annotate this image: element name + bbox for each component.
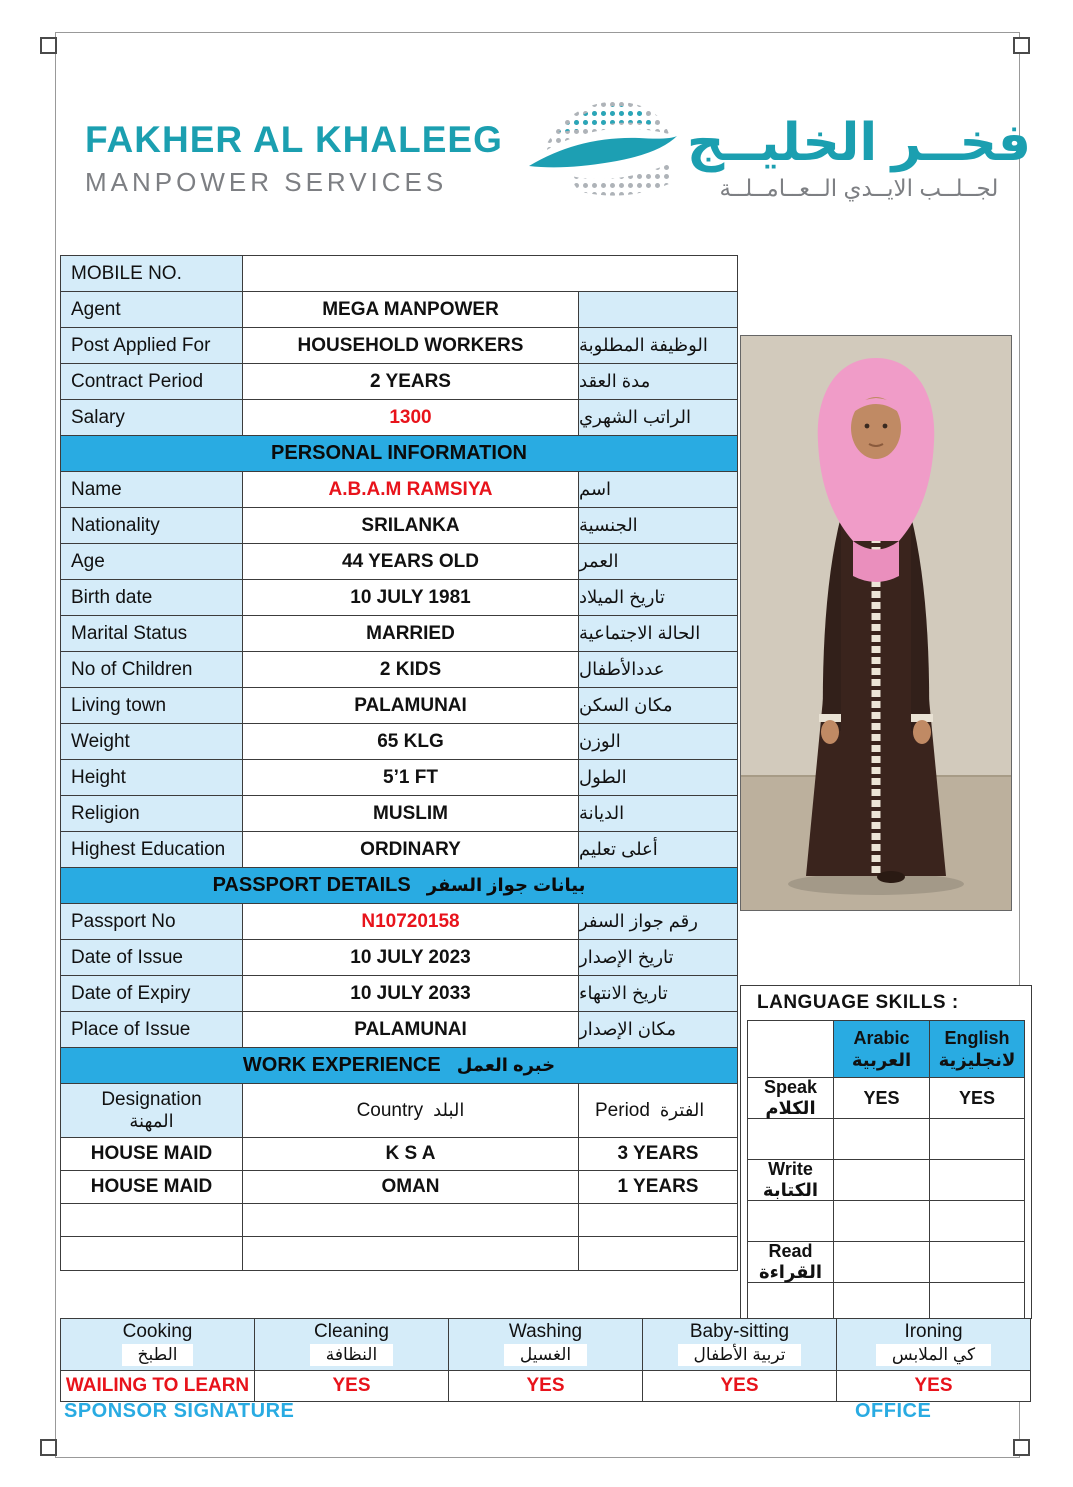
work-designation: HOUSE MAID: [61, 1138, 243, 1170]
skill-label-ar: الغسيل: [504, 1344, 587, 1366]
field-label-ar: مكان الإصدار: [579, 1012, 737, 1047]
candidate-info-table: [60, 255, 738, 1271]
column-header-designation: [61, 1084, 243, 1137]
field-value: MARRIED: [243, 616, 579, 651]
skill-label-en: Baby-sitting: [689, 1321, 790, 1342]
language-skills-panel: [740, 985, 1032, 1319]
row-agent: [61, 292, 737, 328]
field-label-ar: اسم: [579, 472, 737, 507]
work-designation: HOUSE MAID: [61, 1171, 243, 1203]
section-passport-details: [61, 868, 737, 904]
field-value: A.B.A.M RAMSIYA: [243, 472, 579, 507]
section-header: PERSONAL INFORMATION: [61, 436, 737, 471]
speak-english-value: YES: [958, 1087, 996, 1108]
field-label-ar: تاريخ الإصدار: [579, 940, 737, 975]
skill-value: YES: [914, 1375, 953, 1396]
field-label: Name: [61, 472, 243, 507]
write-english-value: [930, 1160, 1024, 1200]
logo-english: [85, 119, 503, 198]
work-country: K S A: [243, 1138, 579, 1170]
field-value: 65 KLG: [243, 724, 579, 759]
field-value: PALAMUNAI: [243, 688, 579, 723]
column-header-en: Period: [595, 1099, 650, 1121]
field-value: HOUSEHOLD WORKERS: [243, 328, 579, 363]
field-label-ar: [579, 292, 737, 327]
row-birth-date: [61, 580, 737, 616]
col-label-en: Arabic: [853, 1027, 910, 1048]
language-row-spacer: [748, 1201, 1024, 1242]
row-mobile-no: [61, 256, 737, 292]
field-label: Date of Issue: [61, 940, 243, 975]
column-header-en: Country: [356, 1099, 424, 1121]
field-label: Religion: [61, 796, 243, 831]
skill-cleaning: [255, 1319, 449, 1401]
field-label-ar: الوظيفة المطلوبة: [579, 328, 737, 363]
field-label-ar: عددالأطفال: [579, 652, 737, 687]
section-personal-information: [61, 436, 737, 472]
field-label-ar: مدة العقد: [579, 364, 737, 399]
skill-value: YES: [720, 1375, 759, 1396]
field-value: 10 JULY 2033: [243, 976, 579, 1011]
skill-cooking: [61, 1319, 255, 1401]
column-header-ar: المهنة: [129, 1111, 174, 1132]
field-value: N10720158: [243, 904, 579, 939]
language-header-blank: [748, 1021, 834, 1077]
language-header-arabic: [834, 1021, 930, 1077]
field-label-ar: أعلى تعليم: [579, 832, 737, 867]
col-label-ar: العربية: [851, 1050, 912, 1070]
field-label: No of Children: [61, 652, 243, 687]
row-passport-no: [61, 904, 737, 940]
field-value: ORDINARY: [243, 832, 579, 867]
section-header: [61, 1048, 737, 1083]
work-experience-row: [61, 1237, 737, 1270]
skill-value: YES: [332, 1375, 371, 1396]
field-label-ar: الديانة: [579, 796, 737, 831]
field-label-ar: رقم جواز السفر: [579, 904, 737, 939]
field-label: Marital Status: [61, 616, 243, 651]
skill-label-ar: النظافة: [310, 1344, 393, 1366]
field-label-ar: الوزن: [579, 724, 737, 759]
section-work-experience: [61, 1048, 737, 1084]
row-children: [61, 652, 737, 688]
office-label: OFFICE: [855, 1400, 932, 1422]
row-marital-status: [61, 616, 737, 652]
skill-label-ar: الطبخ: [122, 1344, 194, 1366]
work-designation: [61, 1204, 243, 1236]
field-label: Weight: [61, 724, 243, 759]
section-header: [61, 868, 737, 903]
column-header-ar: الفترة: [659, 1100, 705, 1120]
language-row-speak: [748, 1078, 1024, 1119]
field-label: Salary: [61, 400, 243, 435]
skill-ironing: [837, 1319, 1030, 1401]
row-living-town: [61, 688, 737, 724]
field-label: Birth date: [61, 580, 243, 615]
language-row-spacer: [748, 1119, 1024, 1160]
language-skill-label: Read القراءة: [748, 1242, 834, 1282]
work-period: 1 YEARS: [617, 1176, 699, 1197]
field-value: 10 JULY 2023: [243, 940, 579, 975]
read-arabic-value: [834, 1242, 930, 1282]
language-row-read: [748, 1242, 1024, 1283]
work-experience-row: [61, 1171, 737, 1204]
language-skill-label: Write الكتابة: [748, 1160, 834, 1200]
field-value: 2 YEARS: [243, 364, 579, 399]
language-skills-title: LANGUAGE SKILLS :: [757, 992, 959, 1013]
work-period: 3 YEARS: [617, 1143, 699, 1164]
sponsor-signature-label: SPONSOR SIGNATURE: [64, 1400, 295, 1422]
skill-label-ar: تربية الأطفال: [678, 1344, 802, 1366]
field-label-ar: تاريخ الانتهاء: [579, 976, 737, 1011]
row-date-of-expiry: [61, 976, 737, 1012]
section-header-en: PASSPORT DETAILS: [212, 874, 411, 896]
field-label: Living town: [61, 688, 243, 723]
field-label: Date of Expiry: [61, 976, 243, 1011]
section-header-ar: خبره العمل: [456, 1055, 556, 1075]
field-label-ar: الراتب الشهري: [579, 400, 737, 435]
work-period: [579, 1204, 737, 1236]
field-value: 5’1 FT: [243, 760, 579, 795]
row-highest-education: [61, 832, 737, 868]
language-row-spacer: [748, 1283, 1024, 1323]
section-header-en: WORK EXPERIENCE: [242, 1054, 441, 1076]
field-label: Contract Period: [61, 364, 243, 399]
logo-arabic: [687, 115, 1031, 201]
column-header-en: Designation: [101, 1089, 202, 1111]
skill-label-en: Cooking: [122, 1321, 193, 1342]
field-value: SRILANKA: [243, 508, 579, 543]
field-value: MEGA MANPOWER: [243, 292, 579, 327]
work-experience-header-row: [61, 1084, 737, 1138]
row-contract-period: [61, 364, 737, 400]
field-label: Highest Education: [61, 832, 243, 867]
column-header-ar: البلد: [433, 1100, 465, 1120]
person-illustration: [741, 336, 1011, 910]
field-label: Agent: [61, 292, 243, 327]
language-skills-table: [747, 1020, 1025, 1324]
field-label-ar: العمر: [579, 544, 737, 579]
language-header-english: [930, 1021, 1024, 1077]
row-nationality: [61, 508, 737, 544]
row-height: [61, 760, 737, 796]
row-age: [61, 544, 737, 580]
row-religion: [61, 796, 737, 832]
work-designation: [61, 1237, 243, 1270]
col-label-ar: لانجليزية: [938, 1050, 1016, 1070]
household-skills-table: [60, 1318, 1031, 1402]
skill-washing: [449, 1319, 643, 1401]
field-label-ar: الجنسية: [579, 508, 737, 543]
field-value: 44 YEARS OLD: [243, 544, 579, 579]
speak-arabic-value: YES: [834, 1078, 930, 1118]
field-label-ar: الطول: [579, 760, 737, 795]
field-label-ar: تاريخ الميلاد: [579, 580, 737, 615]
field-value: 1300: [243, 400, 579, 435]
field-label: Post Applied For: [61, 328, 243, 363]
language-skill-label: Speak الكلام: [748, 1078, 834, 1118]
row-salary: [61, 400, 737, 436]
language-row-write: [748, 1160, 1024, 1201]
work-country: OMAN: [243, 1171, 579, 1203]
column-header-period: [579, 1084, 737, 1137]
row-weight: [61, 724, 737, 760]
crop-mark-top-left: [40, 37, 57, 54]
field-label: MOBILE NO.: [61, 256, 243, 291]
col-label-en: English: [944, 1027, 1010, 1048]
field-label: Passport No: [61, 904, 243, 939]
write-arabic-value: [834, 1160, 930, 1200]
skill-value: YES: [526, 1375, 565, 1396]
field-label: Place of Issue: [61, 1012, 243, 1047]
work-period: [579, 1237, 737, 1270]
row-place-of-issue: [61, 1012, 737, 1048]
field-label-ar: الحالة الاجتماعية: [579, 616, 737, 651]
candidate-photo: [740, 335, 1012, 911]
row-post-applied: [61, 328, 737, 364]
work-country: [243, 1237, 579, 1270]
skill-baby-sitting: [643, 1319, 837, 1401]
skill-value: WAILING TO LEARN: [65, 1375, 250, 1396]
read-english-value: [930, 1242, 1024, 1282]
work-experience-row: [61, 1204, 737, 1237]
skill-label-ar: كي الملابس: [876, 1344, 991, 1366]
work-experience-row: [61, 1138, 737, 1171]
field-value: [243, 256, 737, 291]
crop-mark-top-right: [1013, 37, 1030, 54]
field-value: 2 KIDS: [243, 652, 579, 687]
globe-logo-icon: [519, 92, 687, 225]
field-label-ar: مكان السكن: [579, 688, 737, 723]
field-value: 10 JULY 1981: [243, 580, 579, 615]
header: [85, 92, 1032, 225]
row-name: [61, 472, 737, 508]
skill-label-en: Washing: [508, 1321, 583, 1342]
language-header-row: [748, 1021, 1024, 1078]
field-label: Height: [61, 760, 243, 795]
crop-mark-bottom-left: [40, 1439, 57, 1456]
brand-name-en: FAKHER AL KHALEEG: [85, 119, 503, 160]
brand-name-ar: فخــر الخليــج: [686, 114, 1032, 173]
section-header-ar: بيانات جواز السفر: [426, 875, 586, 895]
field-label: Nationality: [61, 508, 243, 543]
crop-mark-bottom-right: [1013, 1439, 1030, 1456]
field-value: MUSLIM: [243, 796, 579, 831]
brand-tagline-ar: لجــلــب الايــدي الــعــامــلــة: [719, 174, 999, 201]
field-value: PALAMUNAI: [243, 1012, 579, 1047]
skill-label-en: Cleaning: [314, 1321, 389, 1342]
column-header-country: [243, 1084, 579, 1137]
skill-label-en: Ironing: [904, 1321, 963, 1342]
work-country: [243, 1204, 579, 1236]
field-label: Age: [61, 544, 243, 579]
row-date-of-issue: [61, 940, 737, 976]
brand-tagline-en: MANPOWER SERVICES: [85, 167, 448, 197]
